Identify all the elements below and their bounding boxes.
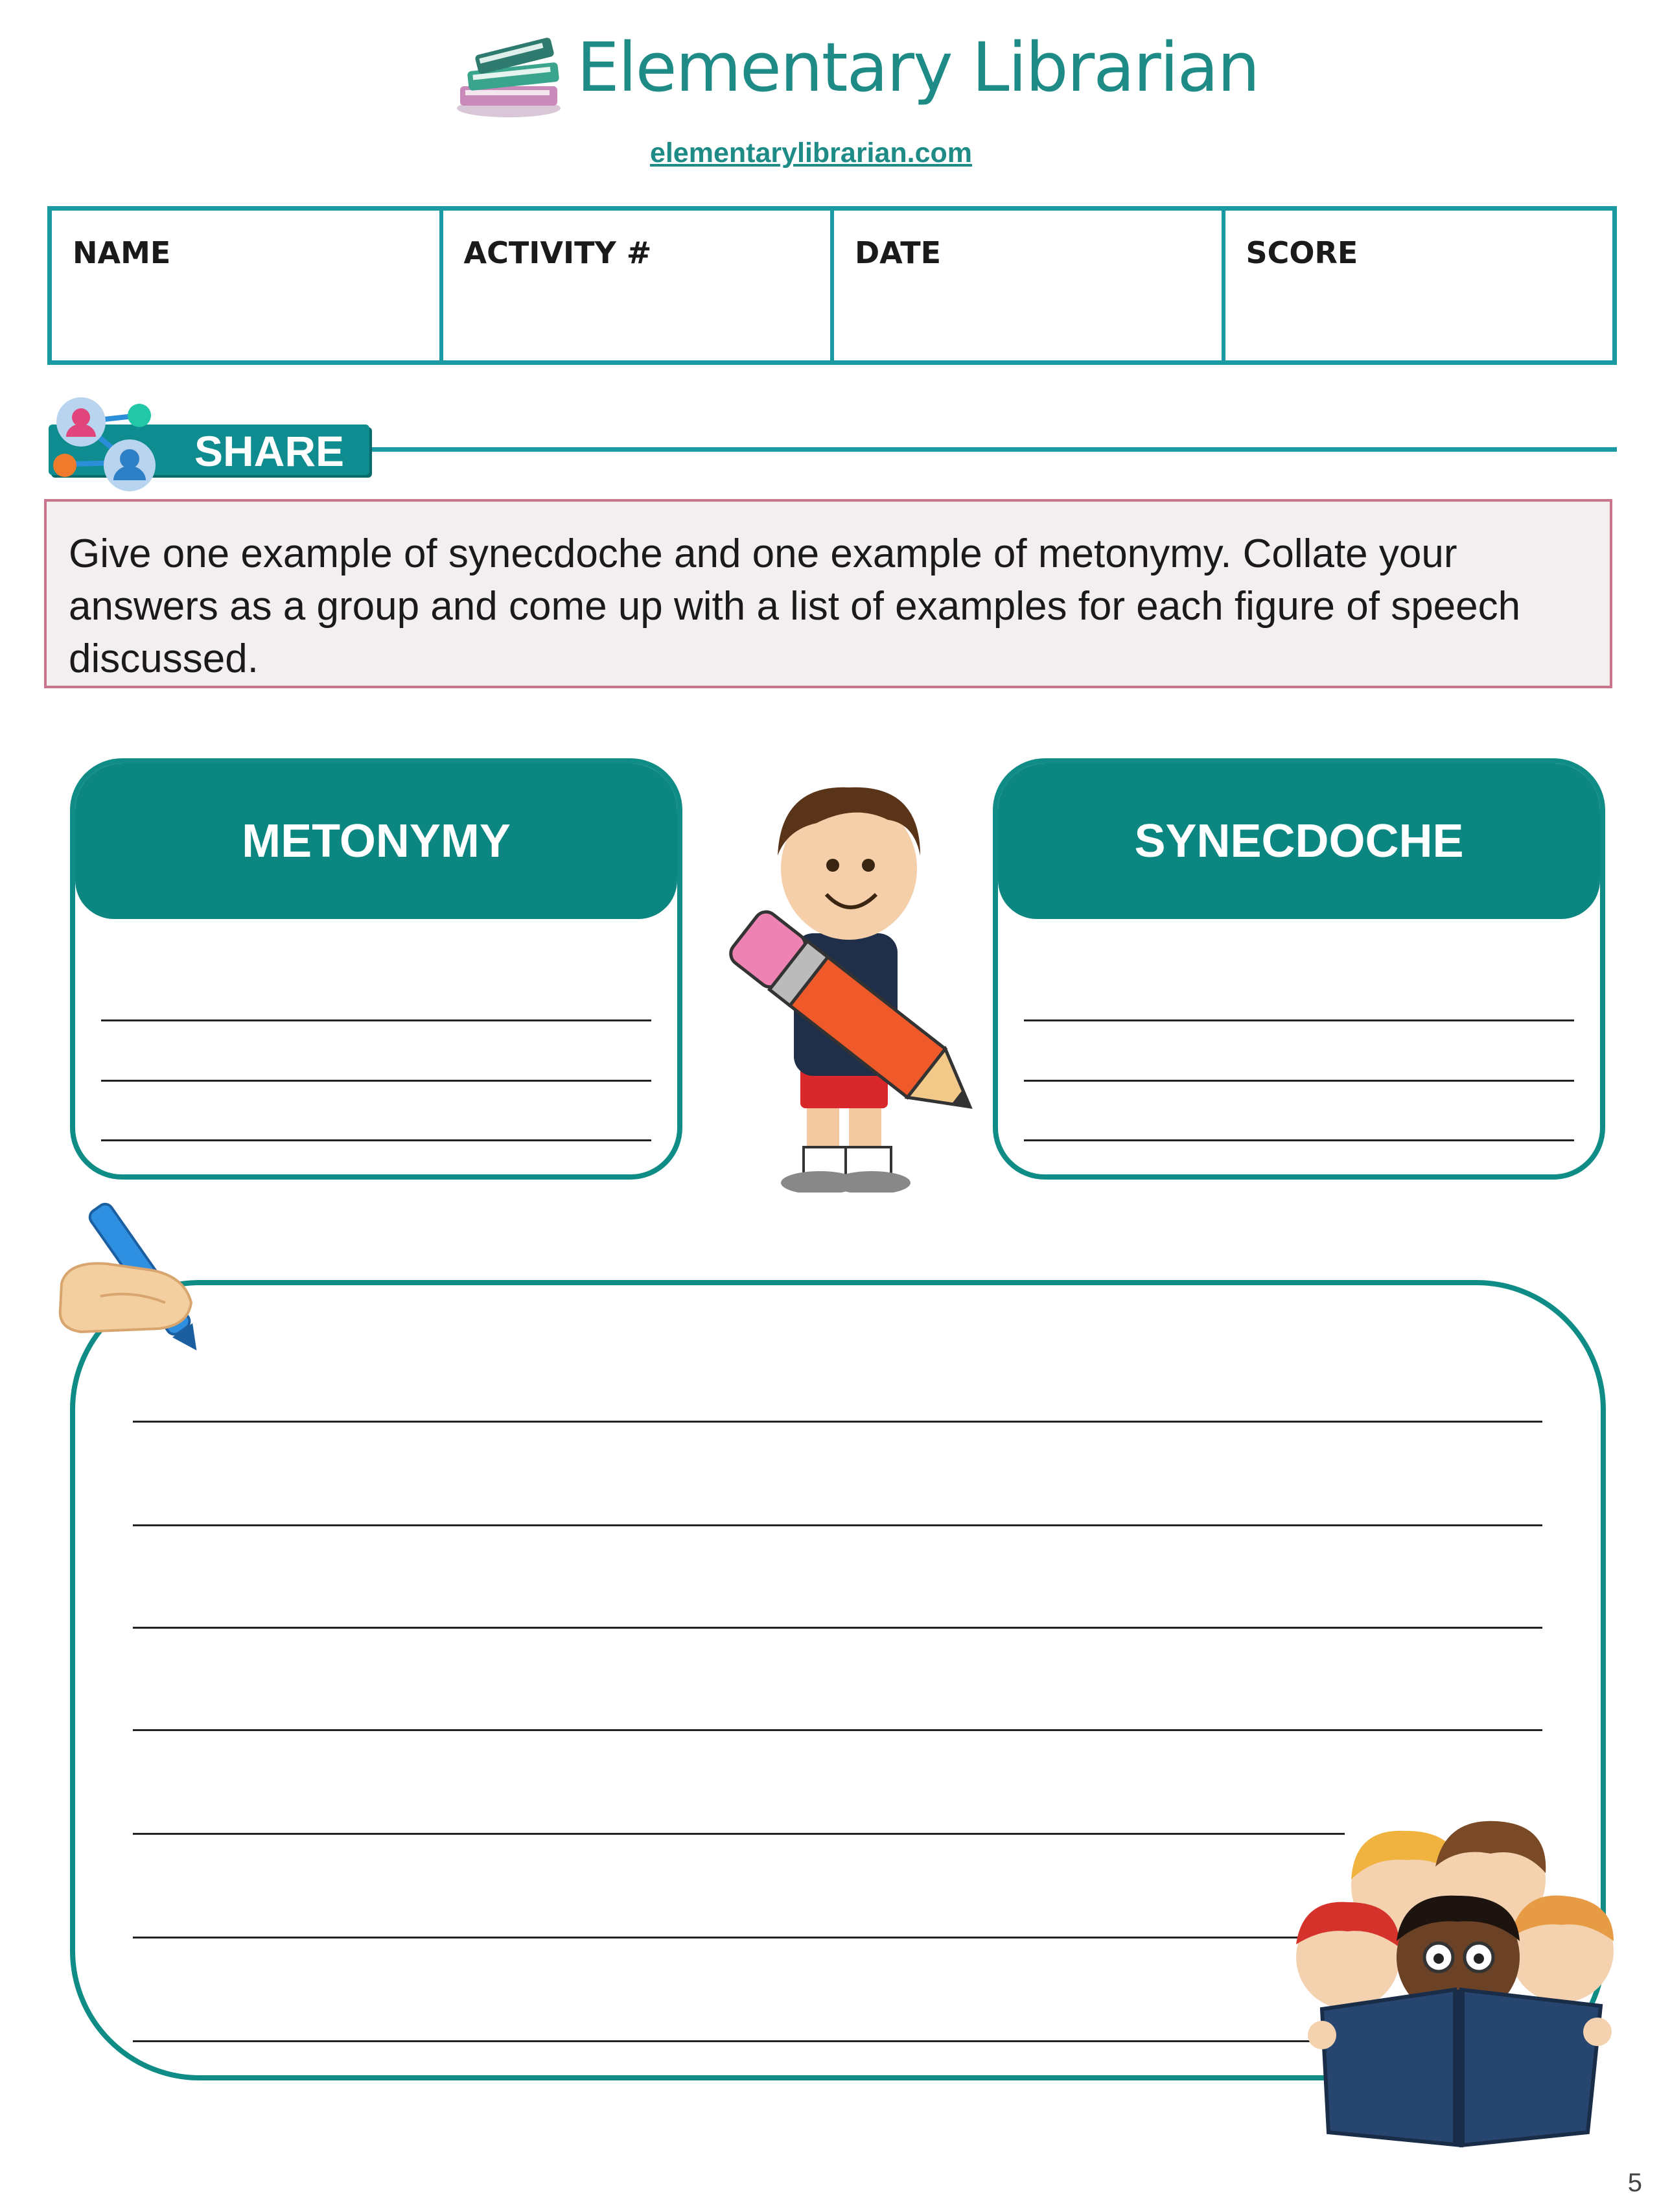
synecdoche-answer-line-2[interactable]	[1024, 1080, 1574, 1082]
metonymy-answer-line-3[interactable]	[101, 1139, 651, 1141]
people-network-icon	[39, 386, 175, 496]
section-label: SHARE	[194, 427, 345, 475]
writing-line-3[interactable]	[133, 1627, 1542, 1629]
activity-number-field[interactable]: ACTIVITY #	[443, 211, 835, 360]
brand-url-link[interactable]: elementarylibrarian.com	[649, 137, 973, 169]
boy-with-pencil-icon	[706, 758, 979, 1193]
metonymy-answer-line-1[interactable]	[101, 1019, 651, 1021]
writing-line-4[interactable]	[133, 1729, 1542, 1731]
books-icon	[454, 36, 564, 120]
writing-line-2[interactable]	[133, 1524, 1542, 1526]
writing-line-6[interactable]	[133, 1937, 1338, 1938]
metonymy-title: METONYMY	[75, 763, 677, 919]
writing-line-7[interactable]	[133, 2040, 1338, 2042]
synecdoche-title: SYNECDOCHE	[998, 763, 1600, 919]
hand-writing-icon	[55, 1199, 224, 1361]
prompt-text: Give one example of synecdoche and one example of metonymy. Collate your answers as a group and come up with a list of examples for each figure of speech discussed.	[44, 499, 1612, 688]
synecdoche-card	[993, 758, 1605, 1180]
metonymy-answer-line-2[interactable]	[101, 1080, 651, 1082]
synecdoche-answer-line-1[interactable]	[1024, 1019, 1574, 1021]
section-divider	[337, 447, 1617, 452]
score-field[interactable]: SCORE	[1246, 235, 1358, 270]
brand-title: Elementary Librarian	[577, 28, 1259, 107]
writing-line-1[interactable]	[133, 1421, 1542, 1423]
page-number: 5	[1627, 2169, 1642, 2197]
metonymy-card	[70, 758, 682, 1180]
writing-line-5[interactable]	[133, 1833, 1345, 1835]
kids-reading-icon	[1277, 1795, 1640, 2158]
name-field[interactable]: NAME	[52, 211, 443, 360]
date-field[interactable]: DATE	[834, 211, 1225, 360]
synecdoche-answer-line-3[interactable]	[1024, 1139, 1574, 1141]
info-table	[47, 206, 1617, 365]
